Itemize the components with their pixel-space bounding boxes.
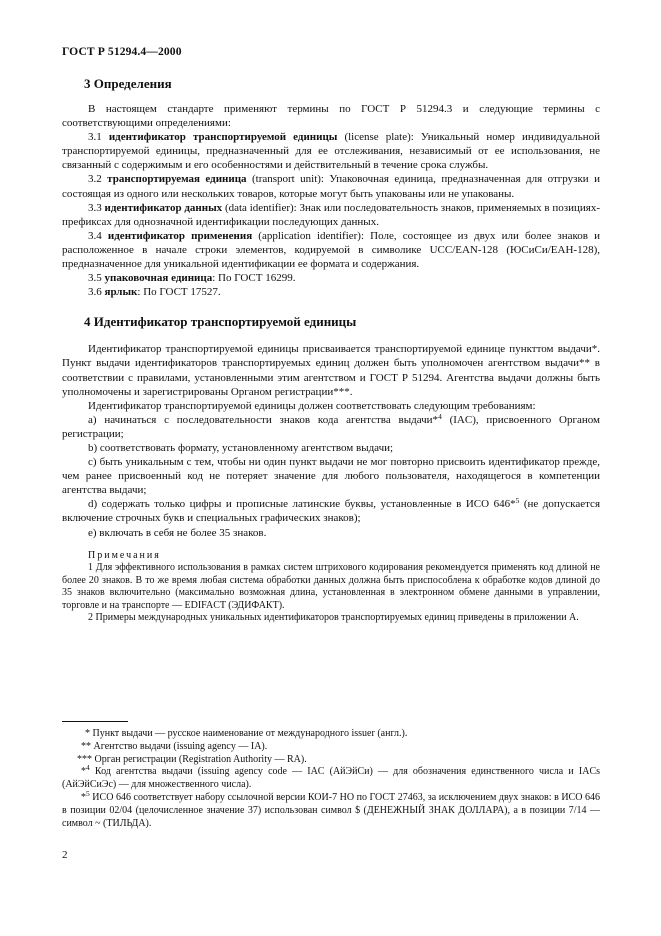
requirement-e: е) включать в себя не более 35 знаков.	[88, 526, 267, 539]
section-3-title: 3 Определения	[84, 76, 172, 91]
document-header: ГОСТ Р 51294.4—2000	[62, 45, 182, 58]
term-3-4: идентификатор применения	[107, 229, 253, 242]
definition-3-3: 3.3 идентификатор данных (data identifier): Знак или последовательность знаков, применяемых в позициях-префиксах для однозначной идентификации последующих данных.	[62, 201, 600, 228]
section-4-title: 4 Идентификатор транспортируемой единицы	[84, 314, 357, 330]
definition-3-2: 3.2 транспортируемая единица (transport unit): Упаковочная единица, предназначенная для отгрузки и состоящая из одного или нескольких товаров, которые могут быть упакованы или не упакованы.	[62, 173, 600, 200]
term-3-1: идентификатор транспортируемой единицы	[108, 131, 338, 144]
notes-title: Примечания	[88, 549, 161, 561]
requirement-d: d) содержать только цифры и прописные латинские буквы, установленные в ИСО 646*$^5$ (не допускается включение строчных букв и специальных графических знаков);	[62, 496, 600, 525]
term-3-3: идентификатор данных	[104, 201, 223, 214]
requirement-b: b) соответствовать формату, установленному агентством выдачи;	[88, 441, 394, 454]
section-4-paragraph-2: Идентификатор транспортируемой единицы должен соответствовать следующим требованиям:	[88, 399, 536, 412]
footnote-5: *$^5$ ИСО 646 соответствует набору ссылочной версии КОИ-7 НО по ГОСТ 27463, за исключением двух знаков: в ИСО 646 в позиции 02/04 (целочисленное значение 37) использован символ $ (ДЕНЕЖНЫЙ ЗНАК ДОЛЛАРА), а в позиции 7/14 — символ ~ (ТИЛЬДА).	[62, 788, 600, 829]
main-content	[62, 75, 600, 625]
definition-3-6: 3.6 ярлык: По ГОСТ 17527.	[88, 286, 221, 299]
footnote-4: *$^4$ Код агентства выдачи (issuing agency code — IAC (АйЭйСи) — для обозначения единственного числа и IACs (АйЭйСиЭс) — для множественного числа).	[62, 763, 600, 791]
footnotes	[62, 721, 600, 830]
footnote-1: * Пункт выдачи — русское наименование от международного issuer (англ.).	[85, 728, 408, 739]
page-number: 2	[62, 849, 68, 861]
term-3-5: упаковочная единица	[104, 272, 213, 285]
definition-3-5: 3.5 упаковочная единица: По ГОСТ 16299.	[88, 272, 296, 285]
term-3-2: транспортируемая единица	[107, 173, 247, 186]
footnote-rule	[62, 721, 128, 722]
footnote-2: ** Агентство выдачи (issuing agency — IA).	[81, 740, 268, 752]
definition-3-1: 3.1 идентификатор транспортируемой единицы (license plate): Уникальный номер индивидуальной транспортируемой единицы, предназначенный для ее отслеживания, независимый от ее использования, не связанный с содержимым и его особенностями и действительный в течение срока службы.	[62, 131, 600, 172]
requirement-a: а) начинаться с последовательности знаков кода агентства выдачи*$^4$ (IAC), присвоенного Органом регистрации;	[62, 411, 600, 440]
section-3-intro: В настоящем стандарте применяют термины по ГОСТ Р 51294.3 и следующие термины с соответствующими определениями:	[62, 103, 600, 130]
definition-3-4: 3.4 идентификатор применения (application identifier): Поле, состоящее из двух или более знаков и расположенное в начале строки элементов, кодируемой в символике UCC/EAN-128 (ЮСиСи/ЕАН-128), предназначенное для уникальной идентификации ее формата и содержания.	[62, 229, 601, 271]
note-1: 1 Для эффективного использования в рамках систем штрихового кодирования рекомендуется применять код длиной не более 20 знаков. В то же время любая система обработки данных должна быть приспособлена к обработке кодов длиной до 35 знаков включительно (максимально возможная длина, установленная в электронном обмене данными в управлении, торговле и на транспорте — EDIFACT (ЭДИФАКТ).	[62, 562, 600, 611]
requirement-c: с) быть уникальным с тем, чтобы ни один пункт выдачи не мог повторно присвоить идентификатор прежде, чем ранее присвоенный код не потеряет значение для любого пользователя, находящегося в компетенции агентства выдачи;	[62, 456, 600, 497]
section-4-paragraph-1: Идентификатор транспортируемой единицы присваивается транспортируемой единице пункттом выдачи*. Пункт выдачи идентификаторов транспортируемых единиц должен быть уполномочен агентством выдачи** в соответствии с правилами, установленными этим агентством и ГОСТ Р 51294. Агентства выдачи должны быть уполномочены и зарегистрированы Органом регистрации***.	[62, 343, 600, 398]
term-3-6: ярлык	[104, 286, 138, 299]
footnote-3: *** Орган регистрации (Registration Authority — RA).	[77, 753, 307, 765]
note-2: 2 Примеры международных уникальных идентификаторов транспортируемых единиц приведены в приложении А.	[88, 612, 579, 624]
